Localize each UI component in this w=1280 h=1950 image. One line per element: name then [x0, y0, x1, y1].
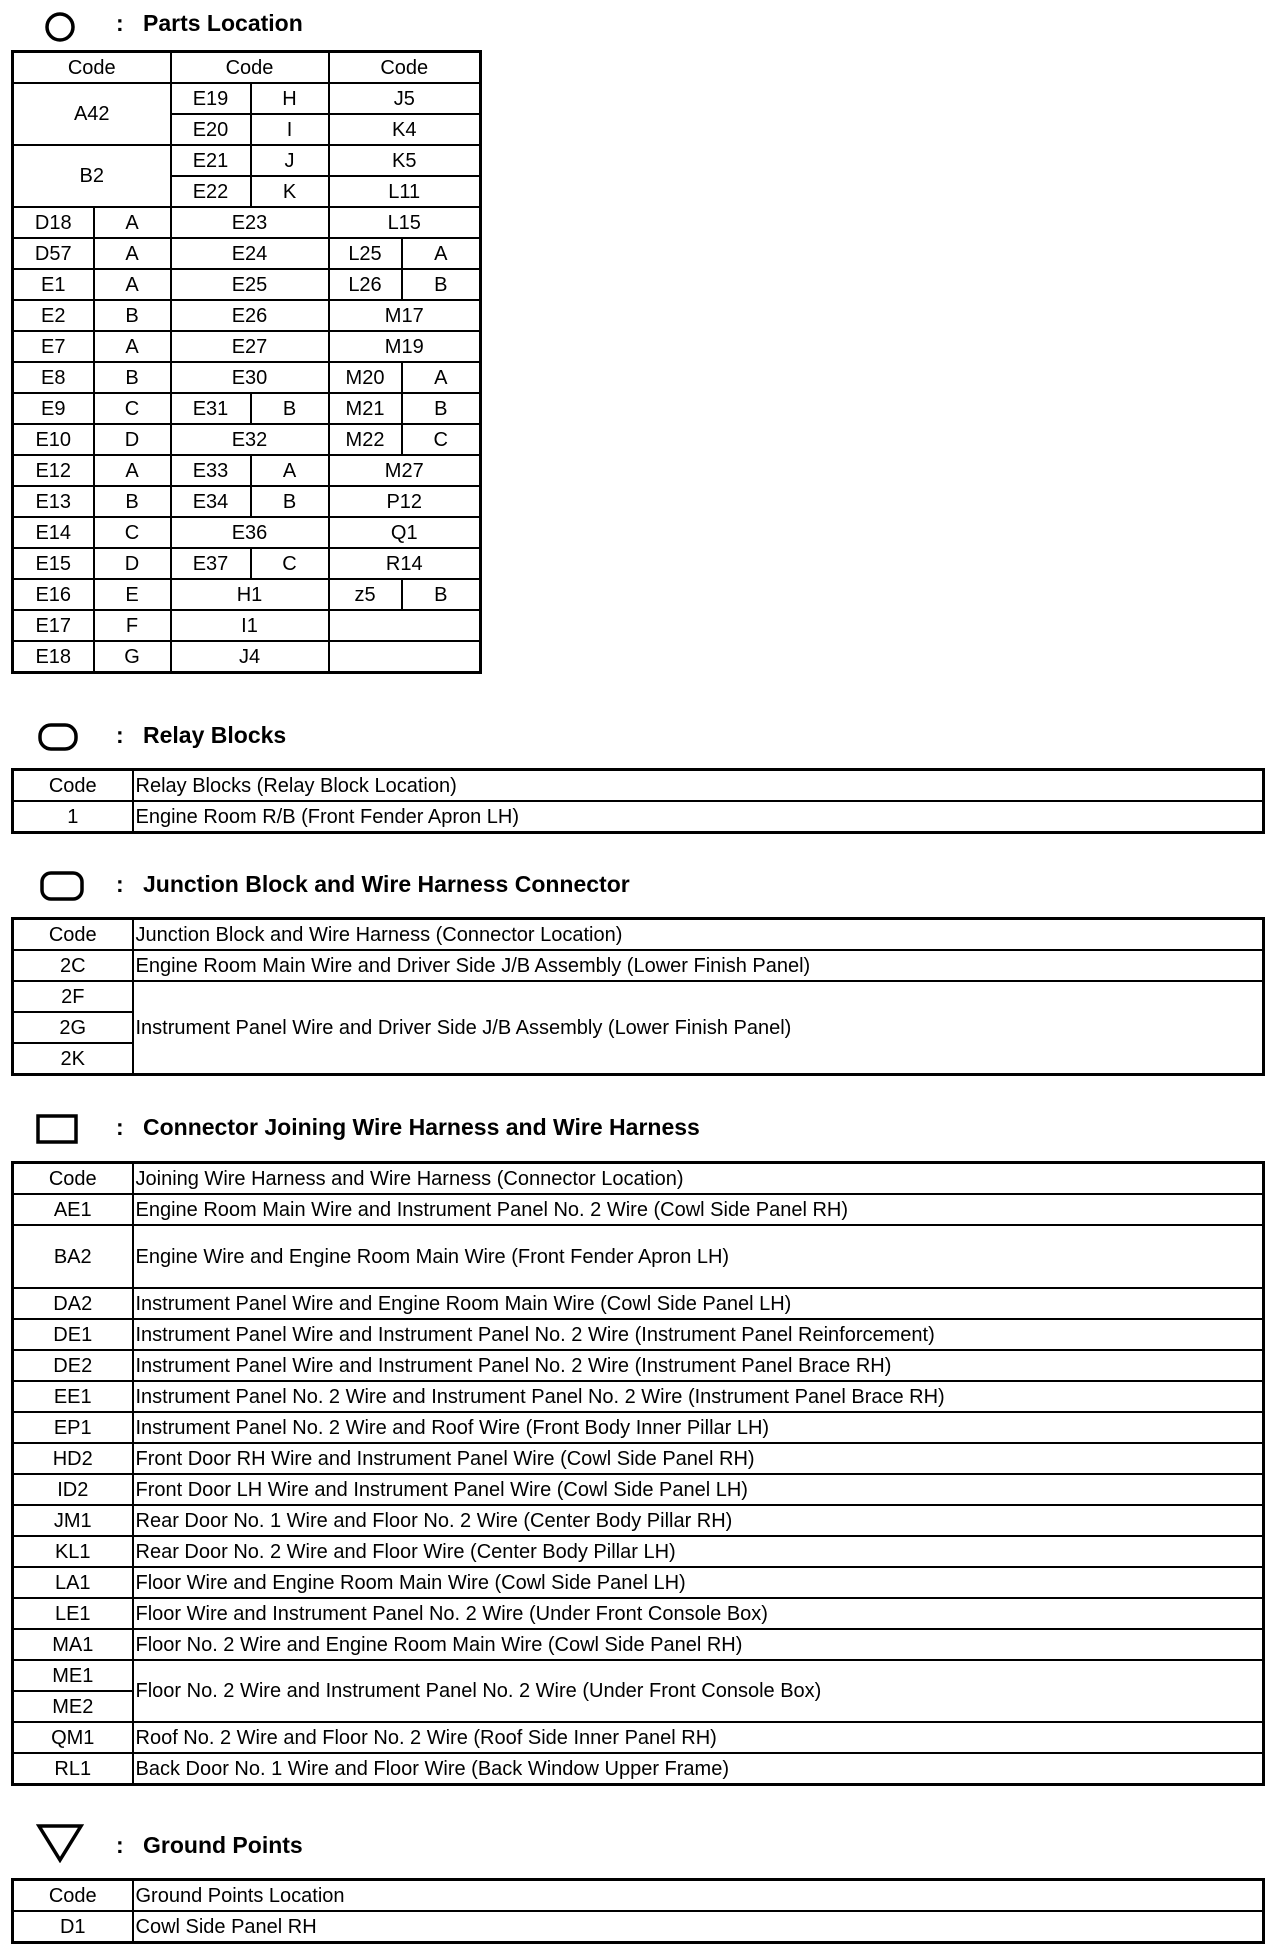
table-cell: B — [402, 393, 481, 424]
table-cell: A — [402, 362, 481, 393]
table-cell: A — [94, 269, 171, 300]
relay-blocks-title: Relay Blocks — [143, 722, 287, 748]
table-row — [13, 770, 1264, 802]
table-cell: Instrument Panel Wire and Engine Room Main Wire (Cowl Side Panel LH) — [133, 1288, 1264, 1319]
table-row — [13, 331, 481, 362]
table-cell: 1 — [13, 801, 133, 833]
connectors-title: Connector Joining Wire Harness and Wire Harness — [143, 1114, 700, 1140]
connectors-table — [11, 1161, 1265, 1786]
table-cell: B — [402, 269, 481, 300]
table-cell: L25 — [329, 238, 402, 269]
rounded-rectangle-icon — [38, 723, 78, 751]
table-row — [13, 1163, 1264, 1195]
table-cell: E2 — [13, 300, 94, 331]
table-row — [13, 393, 481, 424]
table-cell: E13 — [13, 486, 94, 517]
table-cell: A — [251, 455, 329, 486]
table-cell: J — [251, 145, 329, 176]
table-cell: 2F — [13, 981, 133, 1012]
table-cell: C — [402, 424, 481, 455]
table-row — [13, 548, 481, 579]
table-cell: I — [251, 114, 329, 145]
table-cell: E34 — [171, 486, 251, 517]
table-cell: Rear Door No. 1 Wire and Floor No. 2 Wire (Center Body Pillar RH) — [133, 1505, 1264, 1536]
table-cell: H — [251, 83, 329, 114]
table-cell: E37 — [171, 548, 251, 579]
table-cell: Instrument Panel No. 2 Wire and Instrument Panel No. 2 Wire (Instrument Panel Brace RH) — [133, 1381, 1264, 1412]
ground-points-colon: : — [116, 1832, 124, 1858]
table-cell: ME2 — [13, 1691, 133, 1722]
table-row — [13, 1288, 1264, 1319]
table-row — [13, 1880, 1264, 1912]
table-cell: D18 — [13, 207, 94, 238]
table-cell: K5 — [329, 145, 481, 176]
table-cell: DA2 — [13, 1288, 133, 1319]
header-cell: Code — [13, 1163, 133, 1195]
table-cell: z5 — [329, 579, 402, 610]
table-cell: BA2 — [13, 1225, 133, 1288]
table-cell: Floor No. 2 Wire and Instrument Panel No. 2 Wire (Under Front Console Box) — [133, 1660, 1264, 1722]
connectors-colon: : — [116, 1114, 124, 1140]
table-cell: DE1 — [13, 1319, 133, 1350]
table-cell: K4 — [329, 114, 481, 145]
table-cell: A42 — [13, 83, 171, 145]
table-row — [13, 1660, 1264, 1691]
table-row — [13, 300, 481, 331]
rectangle-icon — [36, 1114, 78, 1144]
table-cell: E19 — [171, 83, 251, 114]
table-cell: M27 — [329, 455, 481, 486]
table-cell: E17 — [13, 610, 94, 641]
junction-block-colon: : — [116, 871, 124, 897]
table-cell: E10 — [13, 424, 94, 455]
table-cell: E22 — [171, 176, 251, 207]
parts-location-colon: : — [116, 10, 124, 36]
table-cell: E20 — [171, 114, 251, 145]
table-cell: J5 — [329, 83, 481, 114]
table-row — [13, 269, 481, 300]
table-row — [13, 486, 481, 517]
rounded-rectangle-icon — [40, 871, 84, 901]
table-cell: Instrument Panel Wire and Instrument Panel No. 2 Wire (Instrument Panel Brace RH) — [133, 1350, 1264, 1381]
table-cell: Cowl Side Panel RH — [133, 1911, 1264, 1943]
table-cell: Engine Wire and Engine Room Main Wire (Front Fender Apron LH) — [133, 1225, 1264, 1288]
table-cell: M19 — [329, 331, 481, 362]
table-cell: Engine Room Main Wire and Driver Side J/B Assembly (Lower Finish Panel) — [133, 950, 1264, 981]
table-cell: B — [402, 579, 481, 610]
table-cell: A — [94, 455, 171, 486]
header-cell: Code — [13, 1880, 133, 1912]
table-cell: E32 — [171, 424, 329, 455]
header-cell: Code — [13, 770, 133, 802]
table-cell: Front Door RH Wire and Instrument Panel Wire (Cowl Side Panel RH) — [133, 1443, 1264, 1474]
triangle-down-icon — [36, 1823, 84, 1863]
table-row — [13, 1194, 1264, 1225]
table-cell: Instrument Panel Wire and Instrument Panel No. 2 Wire (Instrument Panel Reinforcement) — [133, 1319, 1264, 1350]
table-row — [13, 424, 481, 455]
header-cell: Code — [13, 52, 171, 84]
table-cell: M17 — [329, 300, 481, 331]
table-cell: E36 — [171, 517, 329, 548]
table-cell: Instrument Panel Wire and Driver Side J/B Assembly (Lower Finish Panel) — [133, 981, 1264, 1075]
table-cell: B — [94, 486, 171, 517]
table-cell — [329, 641, 481, 673]
table-cell: G — [94, 641, 171, 673]
table-cell: E14 — [13, 517, 94, 548]
table-row — [13, 610, 481, 641]
table-cell: Roof No. 2 Wire and Floor No. 2 Wire (Roof Side Inner Panel RH) — [133, 1722, 1264, 1753]
table-row — [13, 207, 481, 238]
table-row — [13, 1412, 1264, 1443]
table-cell: E9 — [13, 393, 94, 424]
junction-block-title: Junction Block and Wire Harness Connector — [143, 871, 630, 897]
header-cell: Joining Wire Harness and Wire Harness (Connector Location) — [133, 1163, 1264, 1195]
table-cell: C — [94, 517, 171, 548]
table-cell: MA1 — [13, 1629, 133, 1660]
table-cell: AE1 — [13, 1194, 133, 1225]
table-cell: I1 — [171, 610, 329, 641]
table-cell: E26 — [171, 300, 329, 331]
table-cell: D — [94, 424, 171, 455]
relay-blocks-table — [11, 768, 1265, 834]
table-cell: DE2 — [13, 1350, 133, 1381]
table-cell: ID2 — [13, 1474, 133, 1505]
ground-points-table — [11, 1878, 1265, 1944]
table-cell: LE1 — [13, 1598, 133, 1629]
table-row — [13, 641, 481, 673]
header-cell: Relay Blocks (Relay Block Location) — [133, 770, 1264, 802]
table-row — [13, 1225, 1264, 1288]
table-cell: M20 — [329, 362, 402, 393]
table-cell: D — [94, 548, 171, 579]
header-cell: Code — [171, 52, 329, 84]
table-row — [13, 1443, 1264, 1474]
table-row — [13, 1505, 1264, 1536]
table-cell: A — [94, 238, 171, 269]
table-cell: E31 — [171, 393, 251, 424]
table-cell: E24 — [171, 238, 329, 269]
table-row — [13, 1536, 1264, 1567]
table-cell: D57 — [13, 238, 94, 269]
table-row — [13, 1598, 1264, 1629]
table-cell: A — [94, 331, 171, 362]
parts-location-table — [11, 50, 482, 674]
table-cell: K — [251, 176, 329, 207]
table-cell: RL1 — [13, 1753, 133, 1785]
table-row — [13, 517, 481, 548]
table-cell: QM1 — [13, 1722, 133, 1753]
table-cell: 2G — [13, 1012, 133, 1043]
ground-points-title: Ground Points — [143, 1832, 303, 1858]
table-cell: Floor Wire and Engine Room Main Wire (Cowl Side Panel LH) — [133, 1567, 1264, 1598]
table-row — [13, 1474, 1264, 1505]
table-cell: EE1 — [13, 1381, 133, 1412]
table-cell: E16 — [13, 579, 94, 610]
table-cell: EP1 — [13, 1412, 133, 1443]
table-row — [13, 1567, 1264, 1598]
table-cell: Instrument Panel No. 2 Wire and Roof Wire (Front Body Inner Pillar LH) — [133, 1412, 1264, 1443]
table-row — [13, 1722, 1264, 1753]
table-cell: E25 — [171, 269, 329, 300]
table-cell: P12 — [329, 486, 481, 517]
table-row — [13, 919, 1264, 951]
table-row — [13, 579, 481, 610]
table-cell: E1 — [13, 269, 94, 300]
table-cell: ME1 — [13, 1660, 133, 1691]
table-cell: C — [251, 548, 329, 579]
table-row — [13, 1753, 1264, 1785]
table-row — [13, 950, 1264, 981]
parts-location-title: Parts Location — [143, 10, 303, 36]
header-cell: Code — [329, 52, 481, 84]
table-cell: C — [94, 393, 171, 424]
table-cell: E12 — [13, 455, 94, 486]
table-cell: Q1 — [329, 517, 481, 548]
table-cell: A — [94, 207, 171, 238]
table-cell: B — [251, 486, 329, 517]
table-cell: Back Door No. 1 Wire and Floor Wire (Back Window Upper Frame) — [133, 1753, 1264, 1785]
table-cell: A — [402, 238, 481, 269]
table-cell: B — [94, 362, 171, 393]
table-cell — [329, 610, 481, 641]
circle-icon — [44, 11, 76, 43]
table-row — [13, 52, 481, 84]
table-cell: J4 — [171, 641, 329, 673]
table-row — [13, 801, 1264, 833]
table-cell: E7 — [13, 331, 94, 362]
table-row — [13, 1319, 1264, 1350]
table-row — [13, 362, 481, 393]
table-cell: E23 — [171, 207, 329, 238]
table-cell: M22 — [329, 424, 402, 455]
table-cell: Rear Door No. 2 Wire and Floor Wire (Center Body Pillar LH) — [133, 1536, 1264, 1567]
table-cell: B — [251, 393, 329, 424]
table-row — [13, 455, 481, 486]
table-row — [13, 83, 481, 114]
table-cell: 2C — [13, 950, 133, 981]
table-cell: 2K — [13, 1043, 133, 1075]
table-cell: B — [94, 300, 171, 331]
table-cell: E27 — [171, 331, 329, 362]
table-cell: Engine Room Main Wire and Instrument Panel No. 2 Wire (Cowl Side Panel RH) — [133, 1194, 1264, 1225]
table-cell: E21 — [171, 145, 251, 176]
table-cell: D1 — [13, 1911, 133, 1943]
table-cell: E30 — [171, 362, 329, 393]
table-cell: E18 — [13, 641, 94, 673]
table-cell: E — [94, 579, 171, 610]
table-cell: L11 — [329, 176, 481, 207]
table-row — [13, 238, 481, 269]
table-cell: B2 — [13, 145, 171, 207]
table-cell: KL1 — [13, 1536, 133, 1567]
junction-block-table — [11, 917, 1265, 1076]
table-cell: L26 — [329, 269, 402, 300]
table-row — [13, 981, 1264, 1012]
table-cell: F — [94, 610, 171, 641]
table-row — [13, 1629, 1264, 1660]
table-cell: Engine Room R/B (Front Fender Apron LH) — [133, 801, 1264, 833]
table-cell: R14 — [329, 548, 481, 579]
table-cell: H1 — [171, 579, 329, 610]
table-row — [13, 1381, 1264, 1412]
table-cell: L15 — [329, 207, 481, 238]
table-cell: Floor No. 2 Wire and Engine Room Main Wire (Cowl Side Panel RH) — [133, 1629, 1264, 1660]
table-cell: E33 — [171, 455, 251, 486]
table-cell: Front Door LH Wire and Instrument Panel Wire (Cowl Side Panel LH) — [133, 1474, 1264, 1505]
relay-blocks-colon: : — [116, 722, 124, 748]
table-row — [13, 145, 481, 176]
table-cell: Floor Wire and Instrument Panel No. 2 Wire (Under Front Console Box) — [133, 1598, 1264, 1629]
table-cell: LA1 — [13, 1567, 133, 1598]
table-cell: M21 — [329, 393, 402, 424]
header-cell: Code — [13, 919, 133, 951]
table-row — [13, 1911, 1264, 1943]
table-cell: E15 — [13, 548, 94, 579]
header-cell: Ground Points Location — [133, 1880, 1264, 1912]
table-cell: E8 — [13, 362, 94, 393]
table-cell: JM1 — [13, 1505, 133, 1536]
table-cell: HD2 — [13, 1443, 133, 1474]
header-cell: Junction Block and Wire Harness (Connector Location) — [133, 919, 1264, 951]
table-row — [13, 1350, 1264, 1381]
